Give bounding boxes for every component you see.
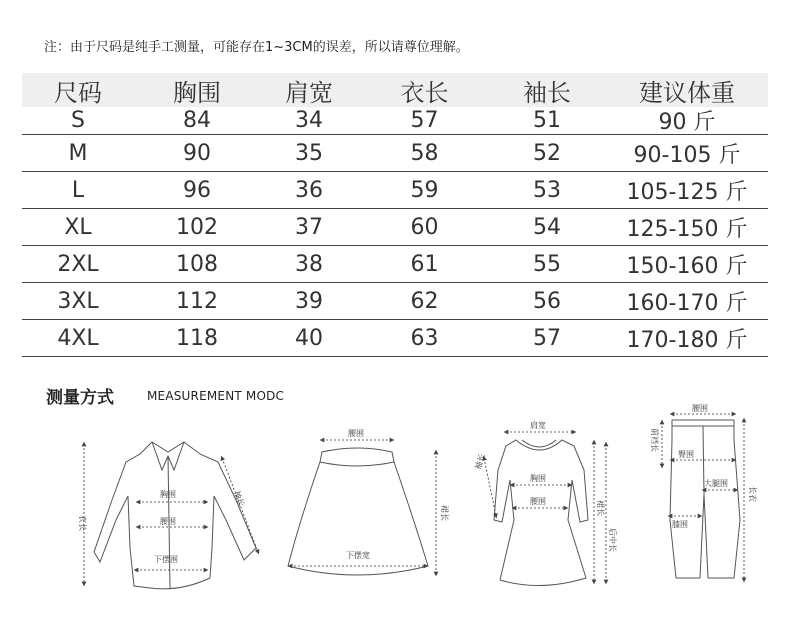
header-shoulder: 肩宽 <box>285 78 333 107</box>
cell-weight: 125-150 斤 <box>626 216 748 242</box>
cell-sleeve: 57 <box>533 325 561 351</box>
dress-back-length-label: 后中长 <box>608 528 617 552</box>
cell-sleeve: 52 <box>533 140 561 166</box>
cell-weight: 90-105 斤 <box>633 142 741 168</box>
cell-shoulder: 36 <box>295 177 323 203</box>
pants-rise-label: 前裆长 <box>650 428 659 452</box>
cell-length: 61 <box>410 251 439 277</box>
cell-length: 62 <box>410 288 439 314</box>
size-note: 注：由于尺码是纯手工测量，可能存在1~3CM的误差，所以请尊位理解。 <box>44 40 469 55</box>
skirt-hem-label: 下摆宽 <box>346 551 370 560</box>
cell-chest: 96 <box>183 177 211 203</box>
cell-shoulder: 34 <box>295 108 323 133</box>
cell-chest: 84 <box>183 108 211 133</box>
cell-chest: 102 <box>176 214 218 240</box>
cell-weight: 170-180 斤 <box>626 327 748 353</box>
skirt-waist-label: 腰围 <box>348 429 364 438</box>
pants-thigh-label: 大腿围 <box>704 479 728 488</box>
measurement-title: 测量方式 <box>46 388 114 408</box>
measurement-subtitle: MEASUREMENT MODC <box>147 389 285 403</box>
pants-knee-label: 膝围 <box>672 520 688 529</box>
cell-sleeve: 51 <box>533 108 561 133</box>
header-sleeve: 袖长 <box>523 78 571 107</box>
cell-size: XL <box>64 214 92 240</box>
cell-weight: 160-170 斤 <box>626 290 748 316</box>
cell-size: M <box>68 140 88 166</box>
cell-chest: 90 <box>183 140 211 166</box>
cell-chest: 112 <box>176 288 218 314</box>
cell-shoulder: 39 <box>295 288 323 314</box>
cell-shoulder: 38 <box>295 251 323 277</box>
cell-shoulder: 37 <box>295 214 323 240</box>
cell-weight: 150-160 斤 <box>626 253 748 279</box>
skirt-length-label: 裙长 <box>440 505 449 521</box>
cell-size: 4XL <box>57 325 99 351</box>
cell-size: 3XL <box>57 288 99 314</box>
cell-sleeve: 53 <box>533 177 561 203</box>
dress-length-label: 裙长 <box>596 500 605 516</box>
header-chest: 胸围 <box>173 78 221 107</box>
header-weight: 建议体重 <box>639 78 735 107</box>
pants-diagram <box>670 420 740 578</box>
cell-size: L <box>71 177 85 203</box>
dress-diagram <box>494 440 588 586</box>
cell-size: 2XL <box>57 251 99 277</box>
cell-weight: 105-125 斤 <box>626 179 748 205</box>
shirt-diagram <box>94 442 256 589</box>
cell-sleeve: 56 <box>533 288 561 314</box>
shirt-hem-label: 下摆围 <box>154 555 178 564</box>
dress-sleeve-label: 袖长 <box>473 452 487 471</box>
cell-chest: 108 <box>176 251 218 277</box>
pants-length-label: 长衣 <box>748 486 757 502</box>
cell-length: 57 <box>410 108 439 133</box>
cell-sleeve: 55 <box>533 251 561 277</box>
cell-length: 60 <box>410 214 439 240</box>
header-size: 尺码 <box>54 78 102 107</box>
pants-hip-label: 臀围 <box>678 450 694 459</box>
shirt-length-label: 衣长 <box>78 515 87 531</box>
cell-shoulder: 35 <box>295 140 323 166</box>
cell-size: S <box>71 108 85 133</box>
dress-shoulder-label: 肩宽 <box>530 421 546 430</box>
shirt-chest-label: 胸围 <box>160 490 176 499</box>
header-length: 衣长 <box>400 78 449 107</box>
cell-length: 59 <box>410 177 439 203</box>
cell-length: 63 <box>410 325 439 351</box>
shirt-sleeve-label: 袖长 <box>232 489 247 508</box>
cell-shoulder: 40 <box>295 325 323 351</box>
dress-waist-label: 腰围 <box>530 497 546 506</box>
pants-waist-label: 腰围 <box>692 404 708 413</box>
dress-chest-label: 胸围 <box>530 474 546 483</box>
cell-chest: 118 <box>176 325 218 351</box>
cell-sleeve: 54 <box>533 214 561 240</box>
cell-weight: 90 斤 <box>658 110 716 135</box>
cell-length: 58 <box>410 140 439 166</box>
shirt-waist-label: 腰围 <box>160 517 176 526</box>
